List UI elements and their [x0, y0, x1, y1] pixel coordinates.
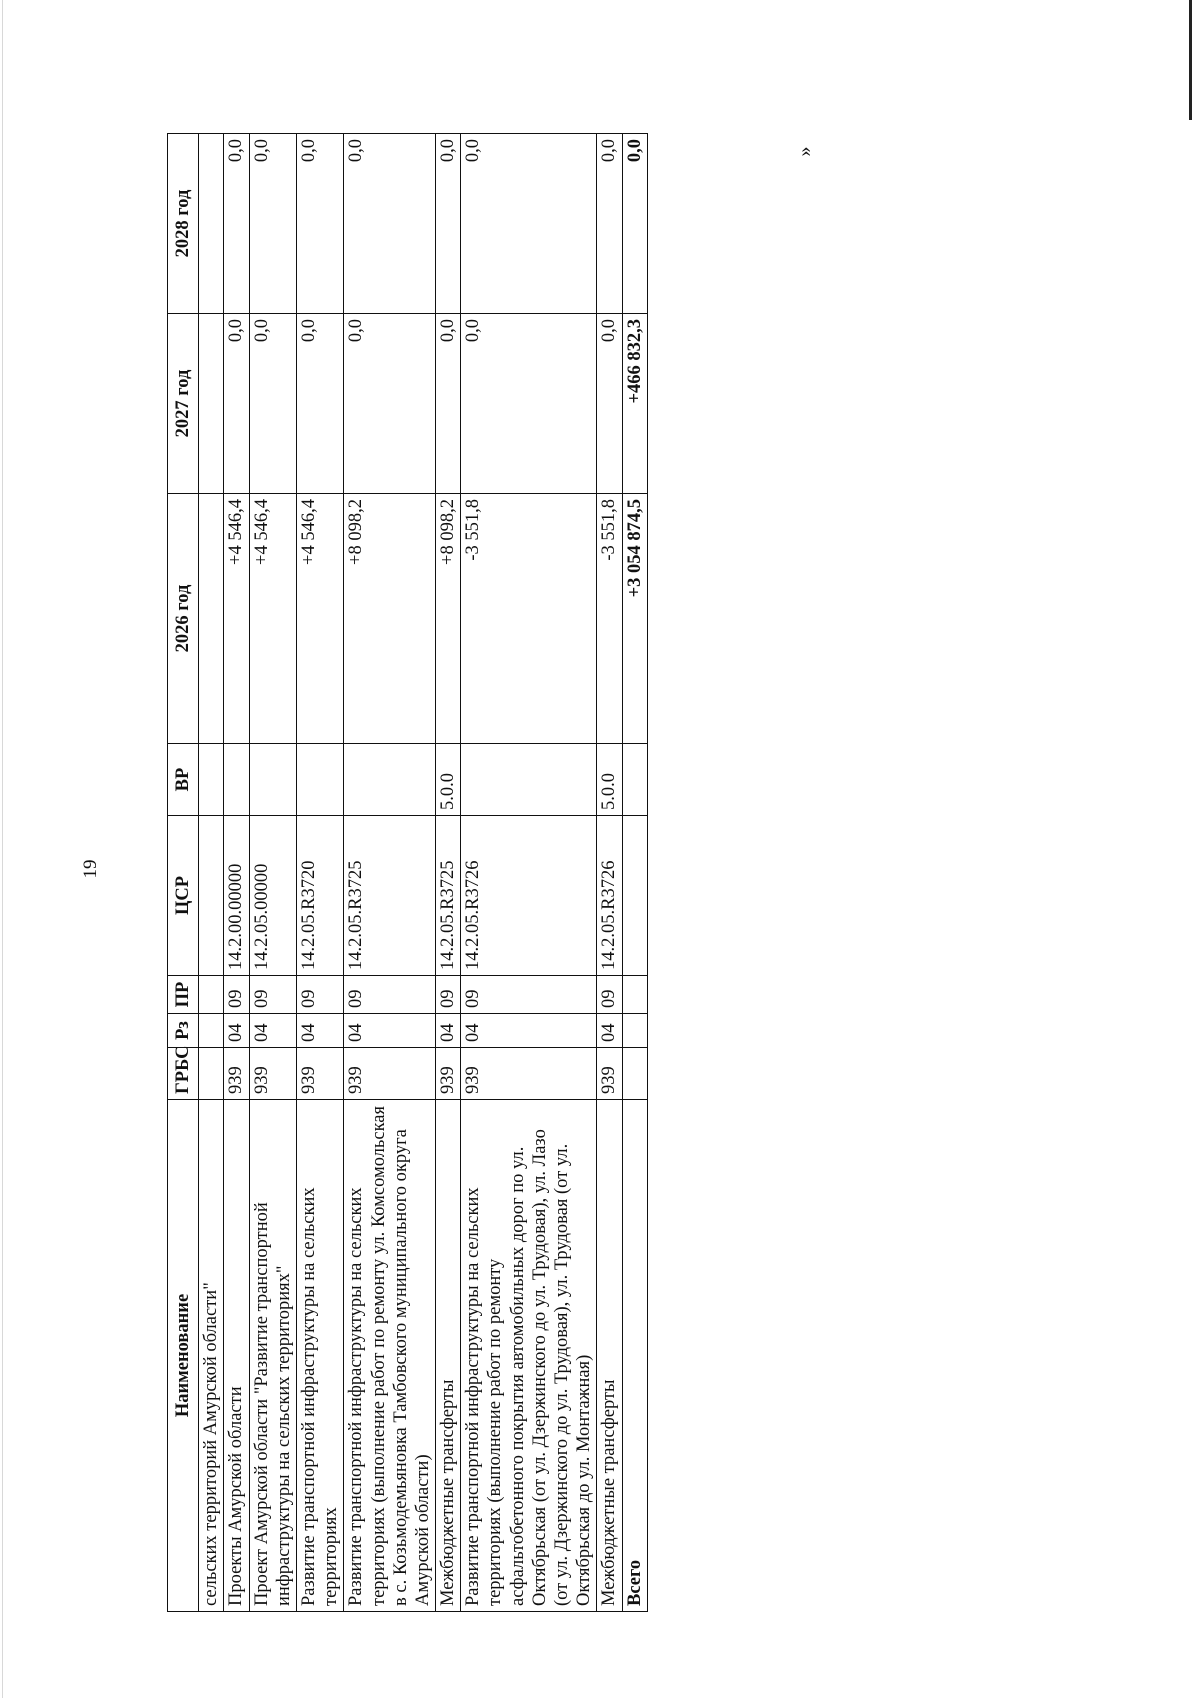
cell-grbs: 939: [249, 1048, 296, 1100]
cell-pr: 09: [597, 976, 622, 1014]
cell-grbs: [622, 1048, 647, 1100]
cell-rz: 04: [461, 1014, 597, 1048]
table-row: [436, 134, 461, 1612]
cell-name: Проект Амурской области "Развитие транспортной инфраструктуры на сельских территориях": [249, 1100, 296, 1612]
cell-2028: 0,0: [344, 134, 436, 314]
cell-2027: 0,0: [597, 314, 622, 494]
cell-rz: [622, 1014, 647, 1048]
page-number: 19: [80, 859, 101, 879]
rotated-table-container: [167, 134, 793, 1612]
cell-2027: 0,0: [249, 314, 296, 494]
cell-pr: 09: [296, 976, 343, 1014]
cell-name: Проекты Амурской области: [224, 1100, 249, 1612]
cell-rz: 04: [344, 1014, 436, 1048]
cell-2028: 0,0: [597, 134, 622, 314]
cell-vr: [296, 744, 343, 816]
cell-2028: 0,0: [436, 134, 461, 314]
cell-2027: 0,0: [436, 314, 461, 494]
cell-csr: 14.2.05.00000: [249, 816, 296, 976]
cell-2026: +4 546,4: [249, 494, 296, 744]
cell-vr: [224, 744, 249, 816]
header-name: Наименование: [168, 1100, 199, 1612]
cell-2027: 0,0: [296, 314, 343, 494]
cell-2026: -3 551,8: [461, 494, 597, 744]
cell-2026: [199, 494, 224, 744]
table-row: [461, 134, 597, 1612]
cell-csr: 14.2.05.R3720: [296, 816, 343, 976]
header-2028: 2028 год: [168, 134, 199, 314]
cell-2028: 0,0: [461, 134, 597, 314]
cell-2027: 0,0: [461, 314, 597, 494]
total-2028: 0,0: [622, 134, 647, 314]
table-row: [597, 134, 622, 1612]
cell-grbs: [199, 1048, 224, 1100]
cell-pr: [622, 976, 647, 1014]
cell-rz: 04: [296, 1014, 343, 1048]
cell-grbs: 939: [436, 1048, 461, 1100]
cell-2027: 0,0: [344, 314, 436, 494]
cell-pr: 09: [344, 976, 436, 1014]
header-vr: ВР: [168, 744, 199, 816]
cell-name: Развитие транспортной инфраструктуры на сельских территориях: [296, 1100, 343, 1612]
cell-csr: 14.2.05.R3725: [344, 816, 436, 976]
cell-2026: +4 546,4: [224, 494, 249, 744]
cell-csr: 14.2.05.R3725: [436, 816, 461, 976]
cell-2026: +8 098,2: [436, 494, 461, 744]
cell-2028: 0,0: [296, 134, 343, 314]
cell-pr: [199, 976, 224, 1014]
cell-2028: [199, 134, 224, 314]
cell-name: Межбюджетные трансферты: [597, 1100, 622, 1612]
total-2027: +466 832,3: [622, 314, 647, 494]
header-2026: 2026 год: [168, 494, 199, 744]
cell-2026: -3 551,8: [597, 494, 622, 744]
cell-2028: 0,0: [224, 134, 249, 314]
cell-2027: [199, 314, 224, 494]
cell-grbs: 939: [597, 1048, 622, 1100]
closing-quote-mark: »: [793, 146, 816, 157]
header-csr: ЦСР: [168, 816, 199, 976]
cell-vr: [461, 744, 597, 816]
header-2027: 2027 год: [168, 314, 199, 494]
cell-csr: [199, 816, 224, 976]
cell-name: Развитие транспортной инфраструктуры на сельских территориях (выполнение работ по ремонту ул. Комсомольская в с. Козьмодемьяновка Тамбовского муниципального округа Амурской области): [344, 1100, 436, 1612]
cell-grbs: 939: [296, 1048, 343, 1100]
cell-rz: 04: [597, 1014, 622, 1048]
table-header-row: [168, 134, 199, 1612]
cell-csr: 14.2.05.R3726: [597, 816, 622, 976]
cell-2028: 0,0: [249, 134, 296, 314]
cell-rz: [199, 1014, 224, 1048]
cell-vr: [199, 744, 224, 816]
header-pr: ПР: [168, 976, 199, 1014]
cell-name: сельских территорий Амурской области": [199, 1100, 224, 1612]
budget-table: [167, 133, 648, 1612]
table-row: [249, 134, 296, 1612]
cell-csr: 14.2.05.R3726: [461, 816, 597, 976]
cell-pr: 09: [224, 976, 249, 1014]
cell-rz: 04: [436, 1014, 461, 1048]
table-row: [296, 134, 343, 1612]
cell-pr: 09: [436, 976, 461, 1014]
header-grbs: ГРБС: [168, 1048, 199, 1100]
table-row: [224, 134, 249, 1612]
scan-edge-left: [2, 0, 3, 1698]
cell-grbs: 939: [224, 1048, 249, 1100]
cell-vr: 5.0.0: [597, 744, 622, 816]
table-total-row: [622, 134, 647, 1612]
cell-name: Развитие транспортной инфраструктуры на сельских территориях (выполнение работ по ремонту асфальтобетонного покрытия автомобильных дорог по ул. Октябрьская (от ул. Дзержинского до ул. Трудовая), ул. Лазо (от ул. Дзержинского до ул. Трудовая), ул. Трудовая (от ул. Октябрьская до ул. Монтажная): [461, 1100, 597, 1612]
cell-2027: 0,0: [224, 314, 249, 494]
total-2026: +3 054 874,5: [622, 494, 647, 744]
cell-csr: 14.2.00.00000: [224, 816, 249, 976]
total-label: Всего: [622, 1100, 647, 1612]
cell-name: Межбюджетные трансферты: [436, 1100, 461, 1612]
cell-csr: [622, 816, 647, 976]
table-row: [199, 134, 224, 1612]
scan-edge-right: [1189, 0, 1192, 120]
cell-vr: 5.0.0: [436, 744, 461, 816]
cell-grbs: 939: [344, 1048, 436, 1100]
cell-rz: 04: [224, 1014, 249, 1048]
header-rz: Рз: [168, 1014, 199, 1048]
cell-pr: 09: [461, 976, 597, 1014]
cell-2026: +4 546,4: [296, 494, 343, 744]
cell-vr: [249, 744, 296, 816]
cell-grbs: 939: [461, 1048, 597, 1100]
cell-pr: 09: [249, 976, 296, 1014]
cell-2026: +8 098,2: [344, 494, 436, 744]
cell-vr: [344, 744, 436, 816]
cell-rz: 04: [249, 1014, 296, 1048]
cell-vr: [622, 744, 647, 816]
table-row: [344, 134, 436, 1612]
